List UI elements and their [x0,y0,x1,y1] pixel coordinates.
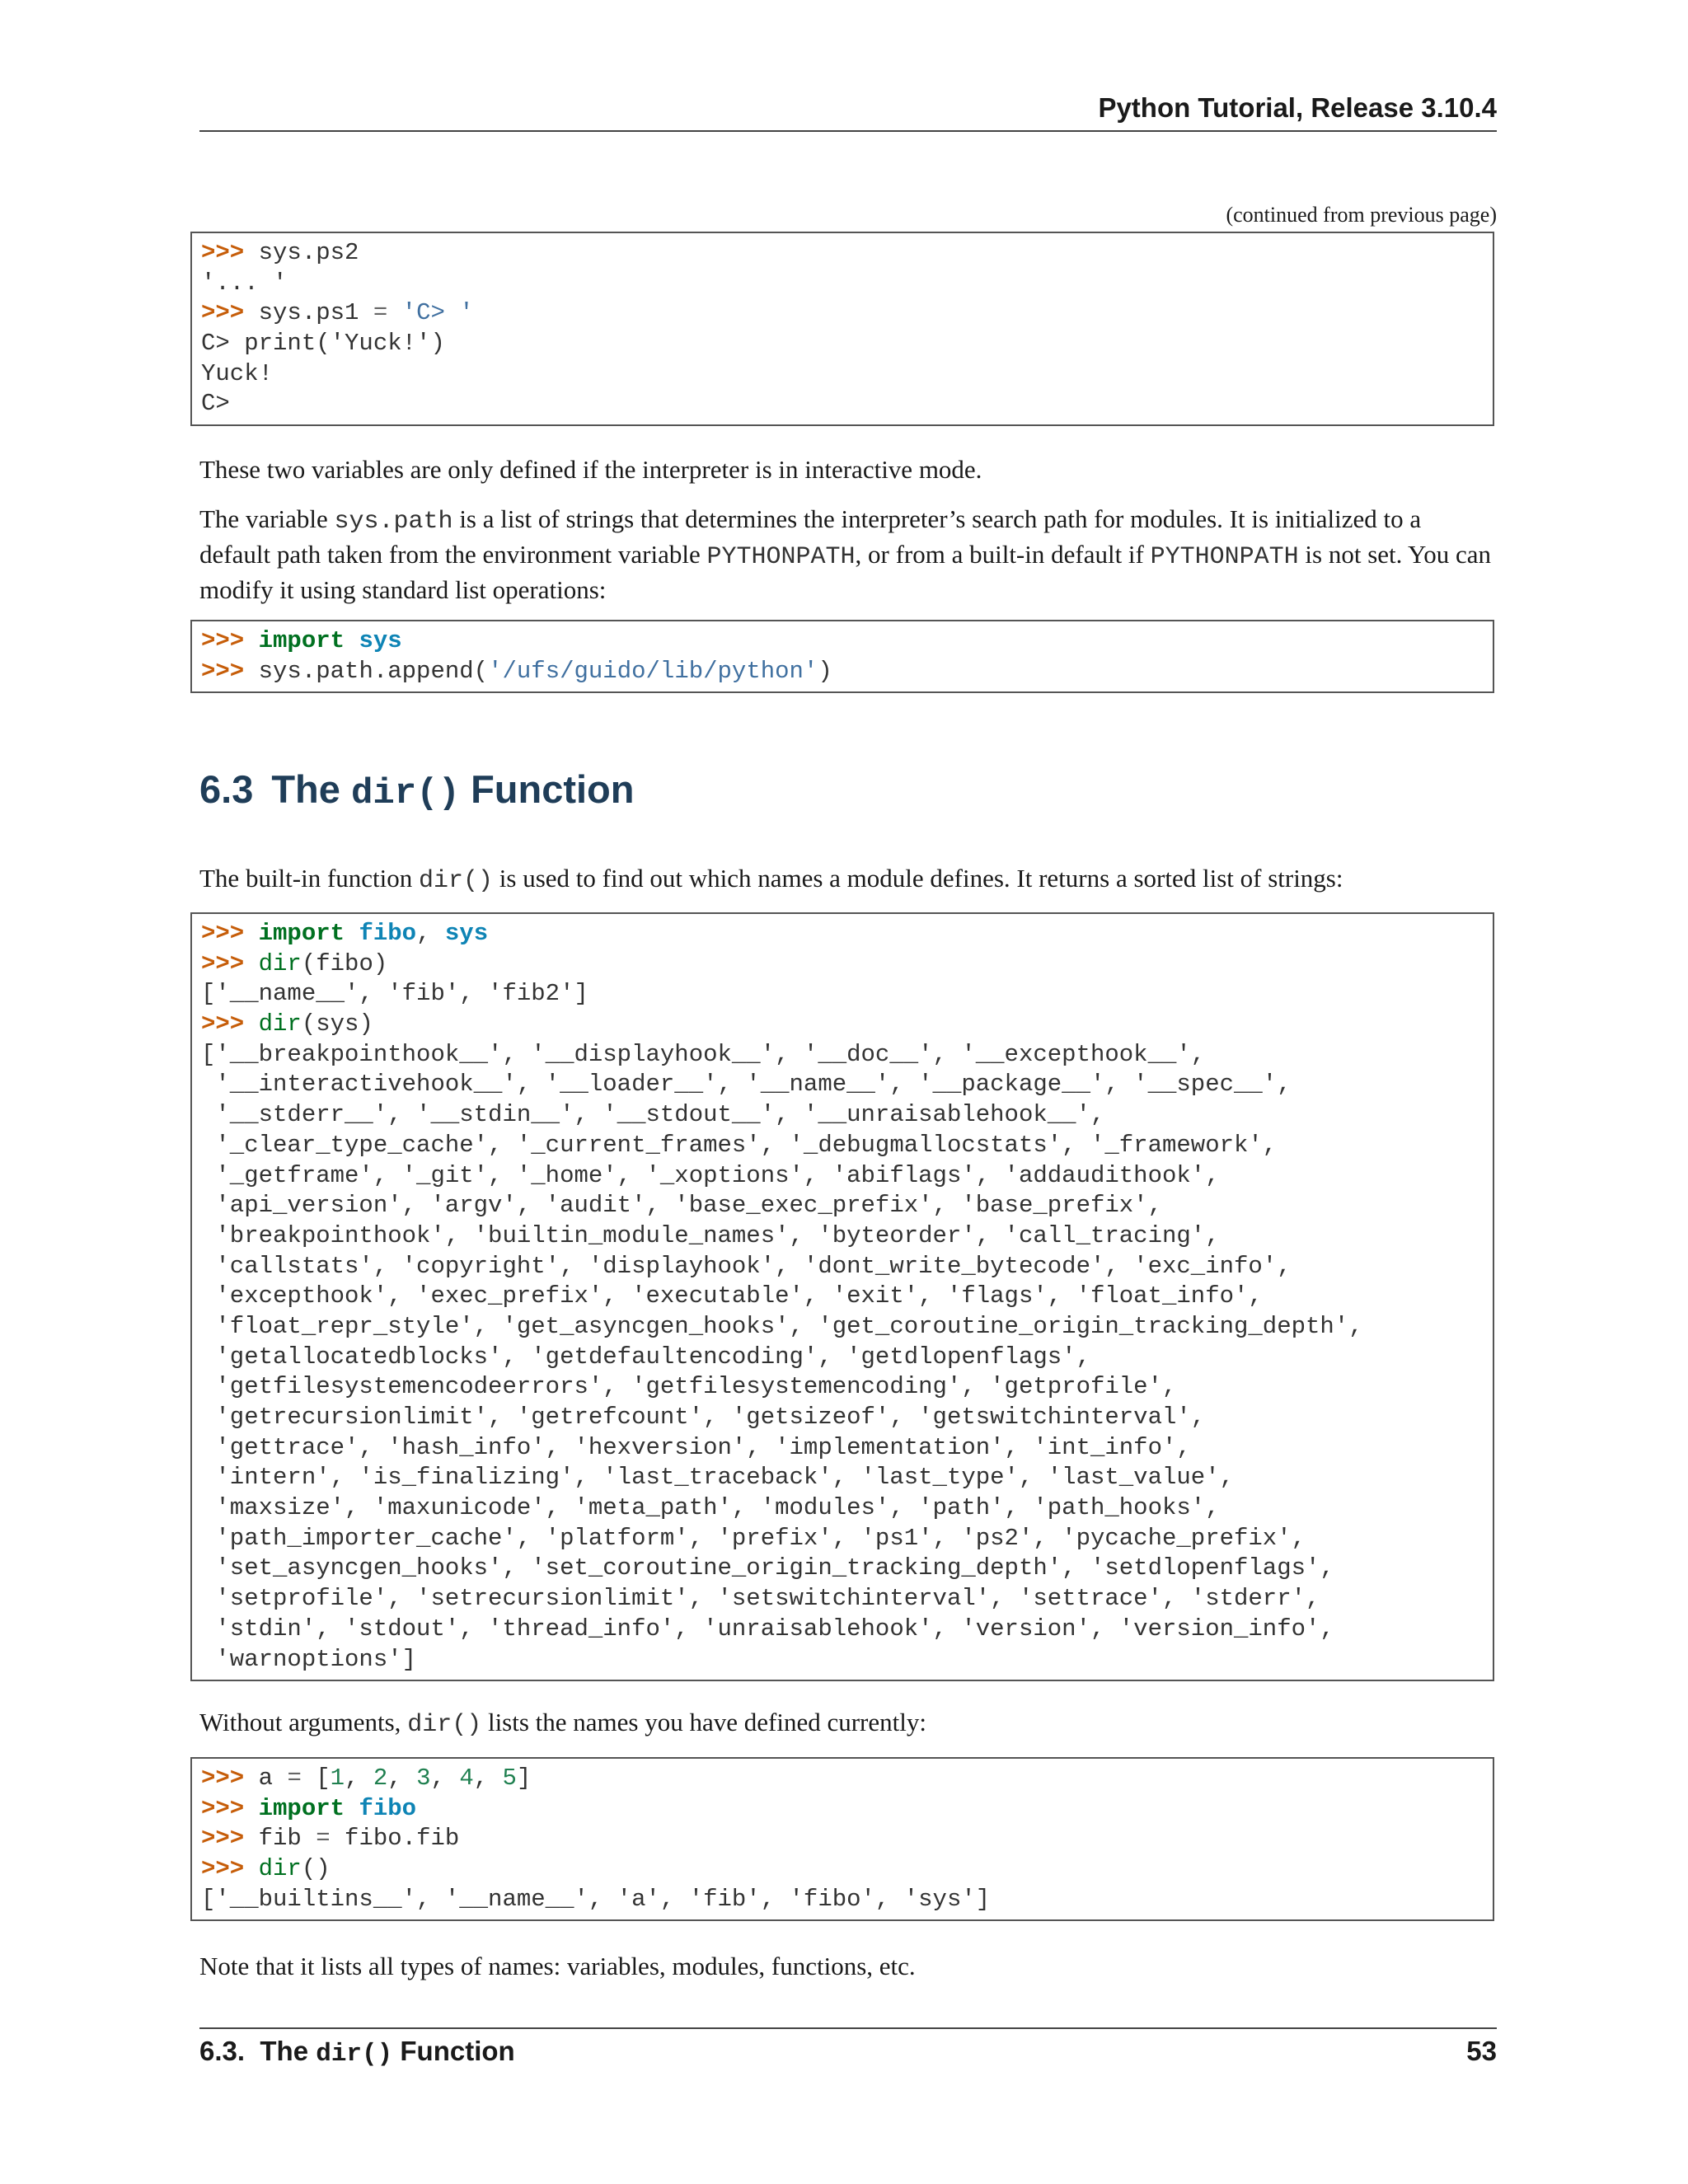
footer-rule [199,2027,1497,2029]
section-word-function: Function [471,767,635,811]
code-token [345,920,359,947]
footer-section-label [199,2036,515,2069]
code-line [201,1100,1484,1131]
code-token: 5 [502,1765,517,1792]
code-block-dir-no-args[interactable] [190,1757,1494,1921]
code-token: dir [258,1855,302,1883]
inline-code-dir: dir() [419,867,494,895]
code-token: , [345,1765,373,1792]
prompt-token: >>> [201,1855,259,1883]
text: is not set. You can modify it using standard list operations: [199,540,1492,604]
text: is used to find out which names a module defines. It returns a sorted list of strings: [493,864,1343,893]
prompt-token: >>> [201,657,259,685]
inline-code-sys-path: sys.path [334,508,453,536]
paragraph-dir-intro [199,862,1497,898]
code-token: a [258,1765,288,1792]
code-token [345,627,359,654]
code-line [201,1854,1484,1885]
code-line [201,1343,1484,1373]
code-line [201,919,1484,949]
code-line [201,1372,1484,1403]
code-token: fibo.fib [330,1825,460,1853]
code-token: import [258,627,345,654]
code-token: '__stderr__', '__stdin__', '__stdout__', '__unraisablehook__', [201,1101,1105,1129]
code-token: '/ufs/guido/lib/python' [488,657,818,685]
code-token: import [258,1794,345,1822]
code-token: 'intern', 'is_finalizing', 'last_traceback', 'last_type', 'last_value', [201,1464,1235,1492]
code-token: () [301,1855,331,1883]
code-token: ['__breakpointhook__', '__displayhook__', '__doc__', '__excepthook__', [201,1040,1206,1068]
code-line [201,1885,1484,1915]
prompt-token: >>> [201,1825,259,1853]
running-header-title: Python Tutorial, Release 3.10.4 [1098,92,1497,123]
prompt-token: >>> [201,1010,259,1038]
code-block-dir-fibo-sys[interactable] [190,912,1494,1681]
code-token: 'api_version', 'argv', 'audit', 'base_exec_prefix', 'base_prefix', [201,1192,1162,1220]
code-token: fibo [359,1794,417,1822]
page-number: 53 [1466,2036,1497,2066]
text: Without arguments, [199,1708,408,1736]
code-token: dir [258,1010,302,1038]
code-token: 'getrecursionlimit', 'getrefcount', 'getsizeof', 'getswitchinterval', [201,1404,1206,1431]
code-line [201,657,1484,687]
code-token: 'breakpointhook', 'builtin_module_names', 'byteorder', 'call_tracing', [201,1221,1220,1249]
text: , or from a built-in default if [855,540,1151,569]
code-line [201,1524,1484,1554]
code-line [201,1312,1484,1343]
code-token: 1 [330,1765,345,1792]
code-line [201,1282,1484,1312]
prompt-token: >>> [201,1794,259,1822]
inline-code-dir: dir() [407,1711,482,1739]
code-token: sys [444,920,489,947]
code-line [201,389,1484,419]
code-token: , [387,1765,417,1792]
code-line [201,1554,1484,1584]
footer-prefix: 6.3. The [199,2036,316,2066]
code-token [345,1795,359,1822]
code-token: '__interactivehook__', '__loader__', '__name__', '__package__', '__spec__', [201,1071,1292,1099]
code-token: [ [301,1765,331,1792]
text: The variable [199,504,335,533]
code-line [201,1040,1484,1071]
code-token: C> [201,390,230,418]
code-token: , [416,920,445,947]
code-token: , [473,1765,503,1792]
paragraph-interactive-mode: These two variables are only defined if the interpreter is in interactive mode. [199,455,982,484]
code-token: '_clear_type_cache', '_current_frames', '_debugmallocstats', '_framework', [201,1131,1278,1159]
code-token: (fibo) [301,949,388,977]
code-token: 'warnoptions'] [201,1645,417,1673]
paragraph-sys-path [199,503,1497,607]
code-token: 'C> ' [401,299,474,327]
code-token: sys.ps1 [258,299,373,327]
code-line [201,1131,1484,1161]
inline-code-pythonpath: PYTHONPATH [706,543,856,571]
code-line [201,1764,1484,1794]
code-token: C> print('Yuck!') [201,330,445,358]
text: The built-in function [199,864,420,893]
code-token: Yuck! [201,359,274,387]
section-number: 6.3 [199,767,254,811]
code-token: 'gettrace', 'hash_info', 'hexversion', 'implementation', 'int_info', [201,1433,1191,1461]
code-line [201,1191,1484,1221]
footer-code: dir() [316,2040,393,2069]
code-line [201,269,1484,299]
code-token: = [373,299,388,327]
code-token: 2 [373,1765,388,1792]
code-line [201,359,1484,390]
text: is a list of strings that determines the interpreter’s search path for modules. It is initialized to a default path taken from the environment variable [199,504,1422,569]
code-token: sys.path.append( [258,657,489,685]
code-line [201,1010,1484,1040]
code-line [201,1221,1484,1252]
code-token: import [258,920,345,947]
code-line [201,1794,1484,1825]
code-token: (sys) [301,1010,373,1038]
code-token: 4 [459,1765,474,1792]
code-token: sys.ps2 [258,239,359,266]
prompt-token: >>> [201,299,259,327]
code-token: 'float_repr_style', 'get_asyncgen_hooks', 'get_coroutine_origin_tracking_depth', [201,1312,1363,1340]
code-token: ['__builtins__', '__name__', 'a', 'fib', 'fibo', 'sys'] [201,1885,991,1913]
code-line [201,329,1484,359]
code-token: 'getfilesystemencodeerrors', 'getfilesystemencoding', 'getprofile', [201,1373,1177,1401]
paragraph-dir-no-args [199,1706,1497,1741]
code-token: ) [818,657,832,685]
code-line [201,1824,1484,1854]
prompt-token: >>> [201,949,259,977]
code-token: 'callstats', 'copyright', 'displayhook', 'dont_write_bytecode', 'exc_info', [201,1252,1292,1280]
code-token: '... ' [201,269,288,297]
code-token: = [287,1765,302,1792]
document-page [199,0,1497,2184]
code-line [201,1463,1484,1493]
prompt-token: >>> [201,239,259,266]
code-line [201,949,1484,980]
code-line [201,1433,1484,1464]
code-line [201,1161,1484,1192]
code-block-sys-ps[interactable] [190,232,1494,426]
code-line [201,626,1484,657]
code-line [201,1252,1484,1282]
code-token: dir [258,949,302,977]
code-token: 'excepthook', 'exec_prefix', 'executable', 'exit', 'flags', 'float_info', [201,1282,1263,1310]
code-line [201,1403,1484,1433]
code-token: '_getframe', '_git', '_home', '_xoptions', 'abiflags', 'addaudithook', [201,1161,1220,1189]
code-token: 'stdin', 'stdout', 'thread_info', 'unraisablehook', 'version', 'version_info', [201,1615,1334,1643]
code-line [201,1615,1484,1645]
inline-code-pythonpath: PYTHONPATH [1150,543,1299,571]
header-rule [199,130,1497,132]
code-token: 'set_asyncgen_hooks', 'set_coroutine_origin_tracking_depth', 'setdlopenflags', [201,1554,1334,1582]
footer-suffix: Function [392,2036,515,2066]
section-heading [199,766,634,814]
code-line [201,1493,1484,1524]
code-token: 'setprofile', 'setrecursionlimit', 'setswitchinterval', 'settrace', 'stderr', [201,1585,1320,1613]
paragraph-types-of-names: Note that it lists all types of names: variables, modules, functions, etc. [199,1952,916,1980]
code-line [201,1645,1484,1675]
code-line [201,979,1484,1010]
code-token: sys [359,627,402,654]
continued-note: (continued from previous page) [1226,203,1497,227]
code-line [201,1070,1484,1100]
code-line [201,298,1484,329]
code-line [201,1584,1484,1615]
text: lists the names you have defined currently: [481,1708,926,1736]
prompt-token: >>> [201,1765,259,1792]
section-word: The [271,767,340,811]
code-token: 3 [416,1765,431,1792]
code-line [201,238,1484,269]
code-token: ['__name__', 'fib', 'fib2'] [201,980,588,1008]
code-block-sys-path-append[interactable] [190,620,1494,693]
code-token: fibo [359,920,417,947]
prompt-token: >>> [201,627,259,654]
prompt-token: >>> [201,920,259,947]
code-token: , [430,1765,460,1792]
code-token: 'getallocatedblocks', 'getdefaultencoding', 'getdlopenflags', [201,1343,1090,1371]
code-token: 'maxsize', 'maxunicode', 'meta_path', 'modules', 'path', 'path_hooks', [201,1494,1220,1522]
section-code: dir() [350,773,460,814]
code-token [387,299,401,326]
code-token: 'path_importer_cache', 'platform', 'prefix', 'ps1', 'ps2', 'pycache_prefix', [201,1524,1306,1552]
code-token: ] [516,1765,532,1792]
code-token: fib [258,1825,316,1853]
code-token: = [316,1825,331,1853]
